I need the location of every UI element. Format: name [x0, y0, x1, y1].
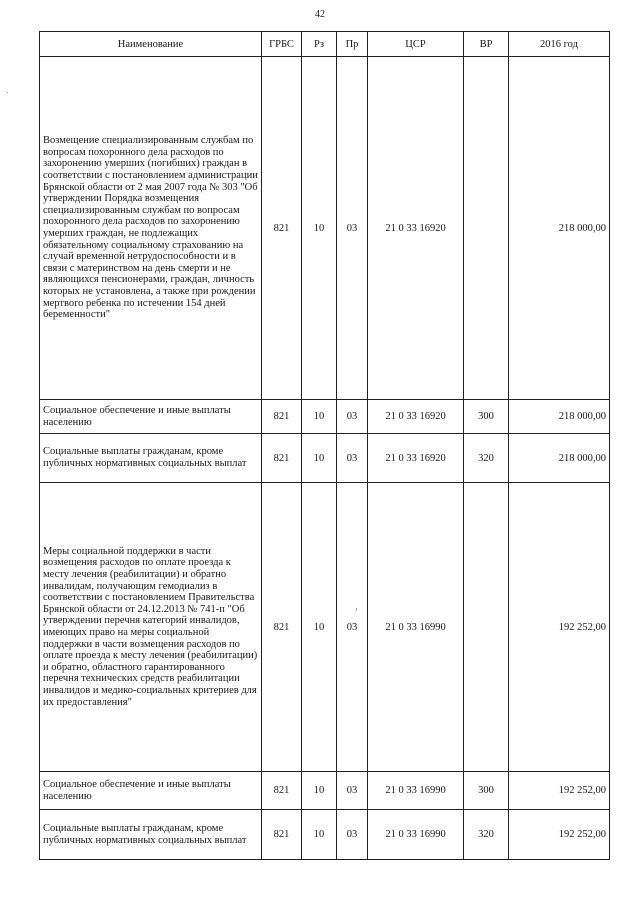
row-vr	[464, 483, 509, 772]
row-vr	[464, 57, 509, 400]
header-year: 2016 год	[509, 32, 610, 57]
row-rz: 10	[302, 57, 337, 400]
row-amount: 192 252,00	[509, 772, 610, 810]
row-name: Социальные выплаты гражданам, кроме публичных нормативных социальных выплат	[40, 810, 262, 860]
table-row	[40, 57, 610, 400]
row-rz: 10	[302, 483, 337, 772]
row-pr: 03	[337, 400, 368, 434]
row-grbs: 821	[262, 772, 302, 810]
scan-speck	[7, 92, 8, 93]
header-pr: Пр	[337, 32, 368, 57]
row-name: Социальное обеспечение и иные выплаты населению	[40, 400, 262, 434]
row-pr: 03	[337, 772, 368, 810]
row-rz: 10	[302, 400, 337, 434]
row-name: Меры социальной поддержки в части возмещения расходов по оплате проезда к месту лечения (реабилитации) и обратно инвалидам, получающим гемодиализ в соответствии с постановлением Правительства Брянской области от 24.12.2013 № 741-п "Об утверждении перечня категорий инвалидов, имеющих право на меры социальной поддержки в части возмещения расходов по оплате проезда к месту лечения (реабилитации) и обратно, областного гарантированного перечня технических средств реабилитации инвалидов и медико-социальных критериев для их предоставления"	[40, 483, 262, 772]
table-row	[40, 400, 610, 434]
row-amount: 218 000,00	[509, 57, 610, 400]
row-rz: 10	[302, 810, 337, 860]
row-vr: 320	[464, 810, 509, 860]
header-row	[40, 32, 610, 57]
row-csr: 21 0 33 16920	[368, 57, 464, 400]
table-row	[40, 810, 610, 860]
row-vr: 320	[464, 434, 509, 483]
row-amount: 192 252,00	[509, 810, 610, 860]
row-csr: 21 0 33 16990	[368, 772, 464, 810]
row-csr: 21 0 33 16990	[368, 483, 464, 772]
row-csr: 21 0 33 16920	[368, 400, 464, 434]
row-pr: 03	[337, 810, 368, 860]
table-row	[40, 434, 610, 483]
header-grbs: ГРБС	[262, 32, 302, 57]
row-grbs: 821	[262, 57, 302, 400]
row-pr: 03	[337, 57, 368, 400]
row-grbs: 821	[262, 434, 302, 483]
header-csr: ЦСР	[368, 32, 464, 57]
row-rz: 10	[302, 434, 337, 483]
row-vr: 300	[464, 772, 509, 810]
row-name: Социальное обеспечение и иные выплаты населению	[40, 772, 262, 810]
row-amount: 218 000,00	[509, 400, 610, 434]
row-csr: 21 0 33 16920	[368, 434, 464, 483]
row-grbs: 821	[262, 400, 302, 434]
table-row	[40, 483, 610, 772]
row-amount: 218 000,00	[509, 434, 610, 483]
row-pr: 03	[337, 434, 368, 483]
header-vr: ВР	[464, 32, 509, 57]
row-amount: 192 252,00	[509, 483, 610, 772]
header-rz: Рз	[302, 32, 337, 57]
budget-table	[39, 31, 610, 860]
row-csr: 21 0 33 16990	[368, 810, 464, 860]
row-name: Возмещение специализированным службам по вопросам похоронного дела расходов по захоронению умерших (погибших) граждан в соответствии с постановлением администрации Брянской области от 2 мая 2007 года № 303 "Об утверждении Порядка возмещения специализированным службам по вопросам похоронного дела расходов по захоронению умерших граждан, не подлежащих обязательному социальному страхованию на случай временной нетрудоспособности и в связи с материнством на день смерти и не являющихся пенсионерами, граждан, личность которых не установлена, а также при рождении мертвого ребенка по истечении 154 дней беременности"	[40, 57, 262, 400]
table-row	[40, 772, 610, 810]
row-vr: 300	[464, 400, 509, 434]
header-name: Наименование	[40, 32, 262, 57]
page-number: 42	[315, 9, 325, 20]
scan-speck	[356, 608, 357, 611]
row-pr: 03	[337, 483, 368, 772]
row-name: Социальные выплаты гражданам, кроме публичных нормативных социальных выплат	[40, 434, 262, 483]
row-grbs: 821	[262, 483, 302, 772]
row-rz: 10	[302, 772, 337, 810]
row-grbs: 821	[262, 810, 302, 860]
